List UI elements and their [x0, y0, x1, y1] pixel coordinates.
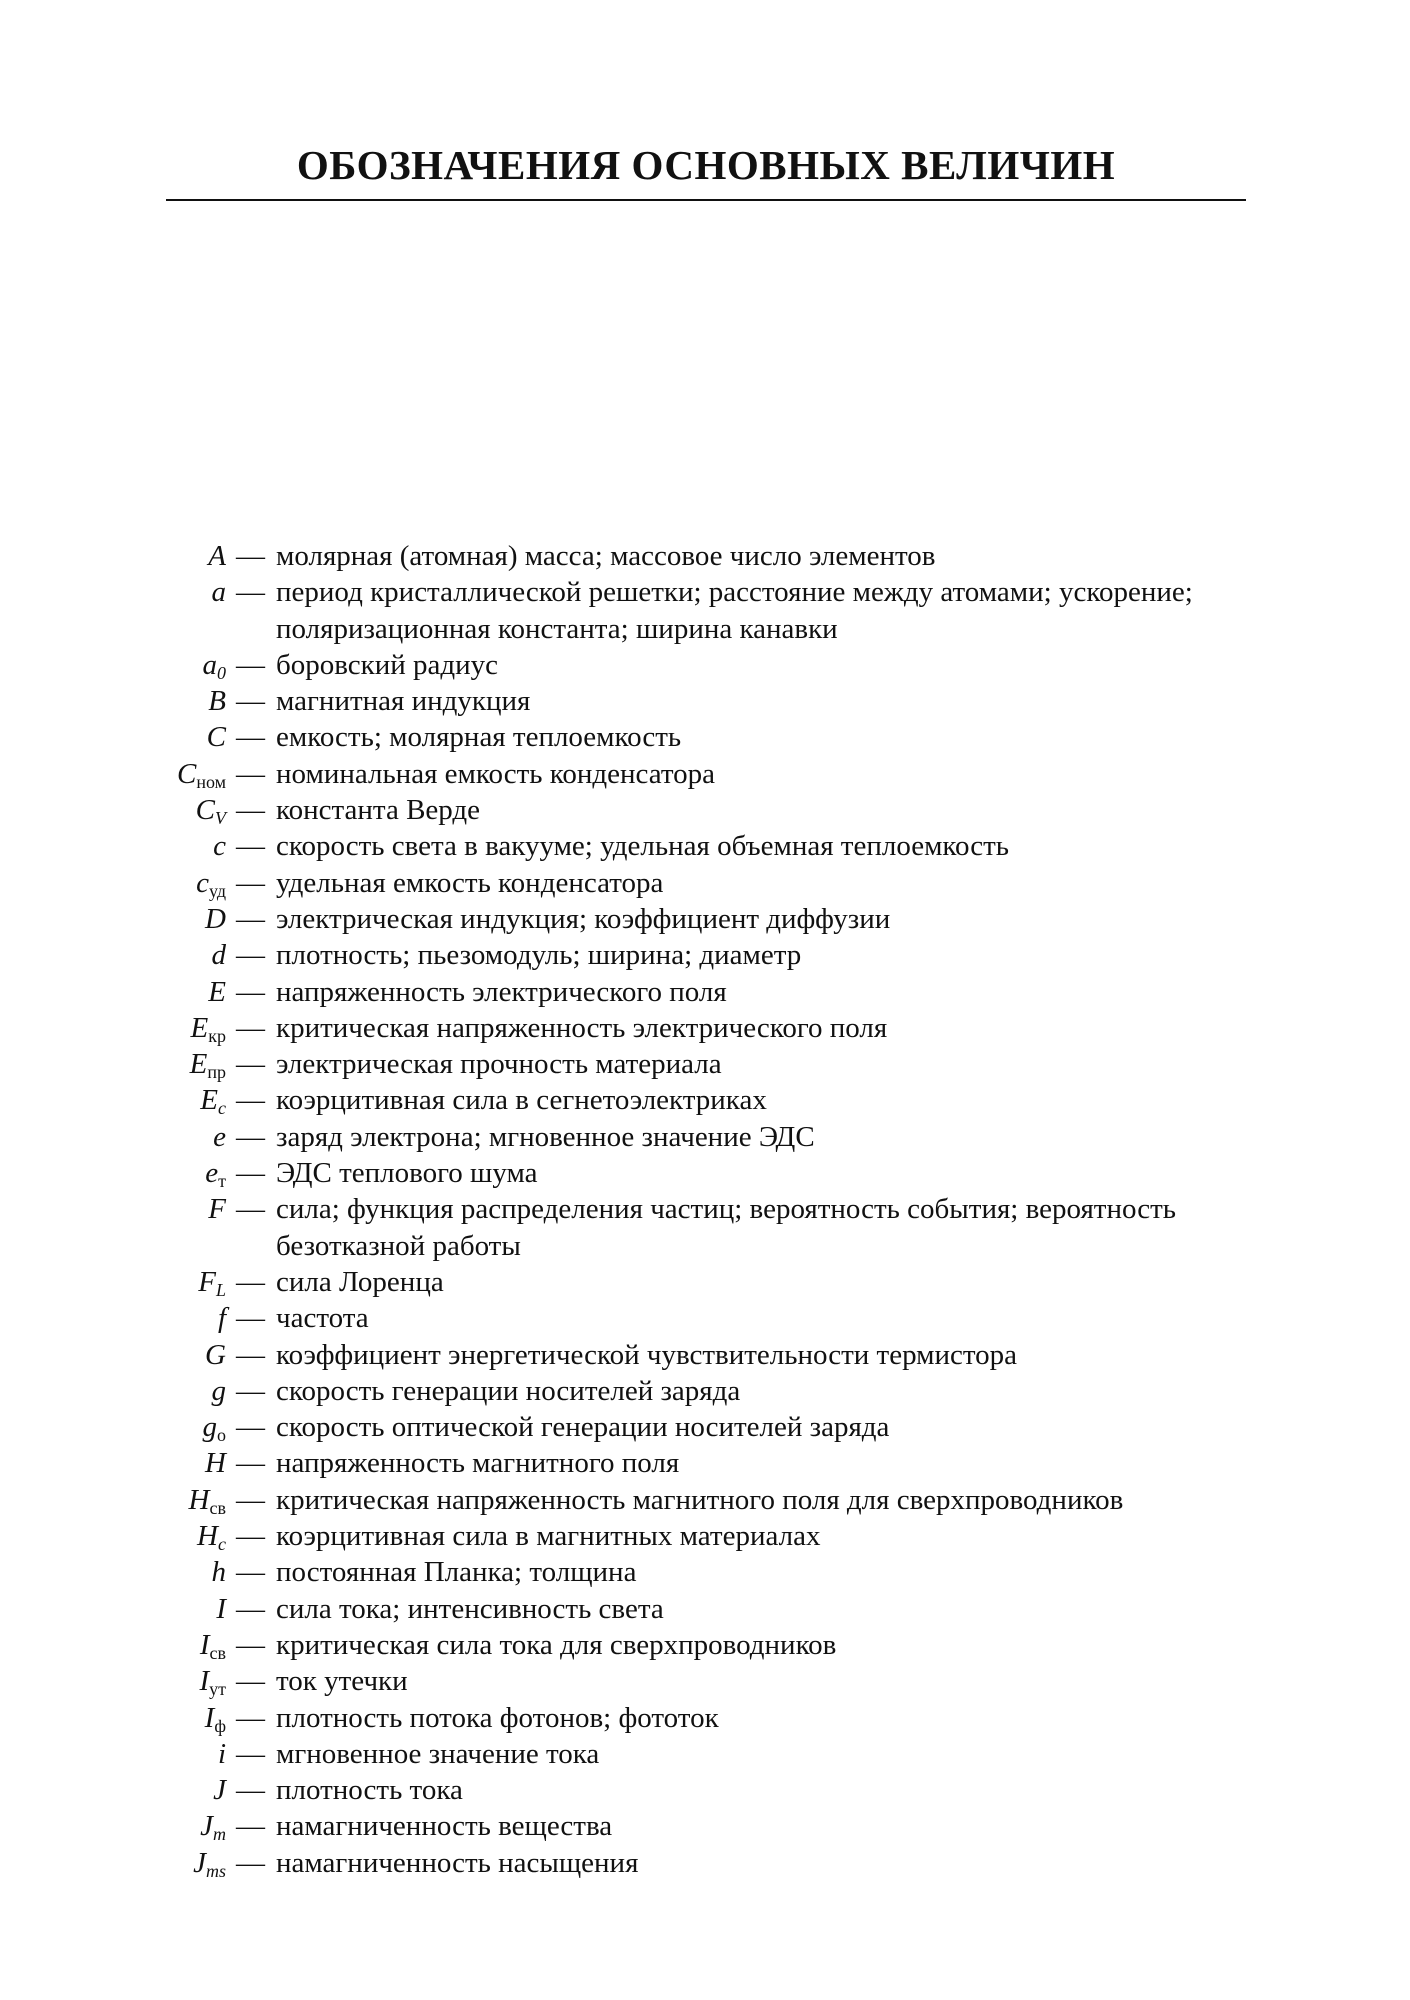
- list-item: [0, 937, 1410, 973]
- symbol: [0, 1046, 226, 1082]
- symbol-letter: E: [189, 1048, 208, 1081]
- list-item: [0, 1554, 1410, 1590]
- em-dash: —: [236, 1665, 265, 1698]
- list-item: [0, 719, 1410, 755]
- list-item: [0, 756, 1410, 792]
- symbol-letter: D: [205, 902, 226, 935]
- em-dash: —: [236, 1737, 265, 1770]
- symbol-letter: H: [197, 1520, 218, 1553]
- description: критическая напряженность электрического поля: [276, 1011, 888, 1044]
- symbol: [0, 1627, 226, 1663]
- em-dash: —: [236, 1774, 265, 1807]
- description: напряженность электрического поля: [276, 975, 727, 1008]
- list-item: [0, 1119, 1410, 1155]
- symbol: [0, 974, 226, 1010]
- symbol-subscript: о: [217, 1425, 226, 1446]
- symbol-subscript: т: [218, 1171, 226, 1192]
- em-dash: —: [236, 757, 265, 790]
- symbol-letter: i: [217, 1737, 226, 1770]
- list-item: [0, 1772, 1410, 1808]
- description: коэрцитивная сила в магнитных материалах: [276, 1520, 821, 1553]
- em-dash: —: [236, 1483, 265, 1516]
- symbol-letter: c: [196, 866, 209, 899]
- symbol-letter: I: [199, 1665, 210, 1698]
- symbol: [0, 937, 226, 973]
- symbol-letter: C: [195, 794, 215, 827]
- description: коэффициент энергетической чувствительности термистора: [276, 1338, 1018, 1371]
- list-item: [0, 538, 1410, 574]
- description: частота: [276, 1302, 369, 1335]
- description: плотность потока фотонов; фототок: [276, 1701, 719, 1734]
- list-item: [0, 1736, 1410, 1772]
- list-item: [0, 828, 1410, 864]
- symbol: [0, 1373, 226, 1409]
- symbol: [0, 1772, 226, 1808]
- symbol-letter: a: [211, 576, 226, 609]
- symbol-letter: e: [205, 1157, 219, 1190]
- symbol-subscript: ут: [209, 1679, 226, 1700]
- list-item: [0, 1337, 1410, 1373]
- em-dash: —: [236, 1411, 265, 1444]
- symbol-letter: C: [206, 721, 226, 754]
- symbol-letter: H: [205, 1447, 226, 1480]
- description: номинальная емкость конденсатора: [276, 757, 716, 790]
- description: ток утечки: [276, 1665, 408, 1698]
- symbol-list: [0, 538, 1410, 1881]
- symbol: [0, 538, 226, 574]
- description: сила; функция распределения частиц; вероятность события; вероятность безотказной работы: [276, 1193, 1176, 1262]
- symbol-letter: E: [190, 1011, 209, 1044]
- em-dash: —: [236, 975, 265, 1008]
- em-dash: —: [236, 576, 265, 609]
- list-item: [0, 1010, 1410, 1046]
- list-item: [0, 574, 1410, 647]
- symbol-subscript: св: [209, 1642, 226, 1663]
- description: константа Верде: [276, 794, 481, 827]
- symbol-letter: J: [200, 1810, 213, 1843]
- em-dash: —: [236, 830, 265, 863]
- symbol-letter: F: [198, 1265, 216, 1298]
- em-dash: —: [236, 1302, 265, 1335]
- list-item: [0, 1845, 1410, 1881]
- symbol-subscript: ф: [214, 1715, 226, 1736]
- symbol-letter: d: [211, 939, 226, 972]
- symbol-subscript: уд: [208, 880, 226, 901]
- description: удельная емкость конденсатора: [276, 866, 664, 899]
- symbol-subscript: m: [213, 1824, 226, 1845]
- em-dash: —: [236, 866, 265, 899]
- symbol: [0, 1554, 226, 1590]
- symbol-subscript: пр: [207, 1062, 226, 1083]
- description: период кристаллической решетки; расстояние между атомами; ускорение; поляризационная константа; ширина канавки: [276, 576, 1193, 645]
- description: магнитная индукция: [276, 685, 531, 718]
- list-item: [0, 974, 1410, 1010]
- symbol: [0, 1663, 226, 1699]
- list-item: [0, 647, 1410, 683]
- description: электрическая прочность материала: [276, 1048, 722, 1081]
- symbol: [0, 828, 226, 864]
- symbol-letter: I: [199, 1628, 210, 1661]
- symbol: [0, 1300, 226, 1336]
- description: емкость; молярная теплоемкость: [276, 721, 682, 754]
- description: напряженность магнитного поля: [276, 1447, 680, 1480]
- em-dash: —: [236, 1374, 265, 1407]
- description: сила тока; интенсивность света: [276, 1592, 664, 1625]
- em-dash: —: [236, 1447, 265, 1480]
- symbol: [0, 719, 226, 755]
- em-dash: —: [236, 1048, 265, 1081]
- list-item: [0, 1082, 1410, 1118]
- symbol-letter: J: [193, 1846, 206, 1879]
- symbol: [0, 1700, 226, 1736]
- em-dash: —: [236, 1810, 265, 1843]
- list-item: [0, 1591, 1410, 1627]
- em-dash: —: [236, 1265, 265, 1298]
- symbol: [0, 1119, 226, 1155]
- symbol: [0, 1736, 226, 1772]
- symbol: [0, 683, 226, 719]
- symbol-letter: g: [211, 1374, 226, 1407]
- symbol-subscript: L: [215, 1279, 226, 1300]
- symbol-letter: A: [208, 540, 226, 572]
- description: ЭДС теплового шума: [276, 1157, 538, 1190]
- em-dash: —: [236, 1011, 265, 1044]
- em-dash: —: [236, 1701, 265, 1734]
- description: скорость генерации носителей заряда: [276, 1374, 741, 1407]
- symbol: [0, 1518, 226, 1554]
- symbol-letter: h: [211, 1556, 226, 1589]
- symbol: [0, 574, 226, 610]
- list-item: [0, 792, 1410, 828]
- list-item: [0, 1046, 1410, 1082]
- symbol: [0, 1337, 226, 1373]
- description: заряд электрона; мгновенное значение ЭДС: [276, 1120, 815, 1153]
- symbol-subscript: св: [209, 1497, 226, 1518]
- symbol-subscript: c: [218, 1098, 226, 1119]
- em-dash: —: [236, 1846, 265, 1879]
- symbol-letter: g: [202, 1411, 217, 1444]
- list-item: [0, 1518, 1410, 1554]
- em-dash: —: [236, 1556, 265, 1589]
- list-item: [0, 1482, 1410, 1518]
- symbol: [0, 647, 226, 683]
- symbol: [0, 1264, 226, 1300]
- symbol: [0, 1808, 226, 1844]
- list-item: [0, 1264, 1410, 1300]
- em-dash: —: [236, 1338, 265, 1371]
- em-dash: —: [236, 939, 265, 972]
- symbol-letter: G: [205, 1338, 226, 1371]
- list-item: [0, 683, 1410, 719]
- list-item: [0, 1373, 1410, 1409]
- description: плотность тока: [276, 1774, 463, 1807]
- symbol-letter: I: [204, 1701, 215, 1734]
- description: плотность; пьезомодуль; ширина; диаметр: [276, 939, 802, 972]
- symbol-subscript: ms: [205, 1860, 226, 1881]
- list-item: [0, 1191, 1410, 1264]
- description: постоянная Планка; толщина: [276, 1556, 637, 1589]
- symbol-subscript: V: [215, 808, 226, 829]
- em-dash: —: [236, 685, 265, 718]
- em-dash: —: [236, 721, 265, 754]
- symbol: [0, 1409, 226, 1445]
- symbol: [0, 792, 226, 828]
- symbol-subscript: ном: [196, 771, 226, 792]
- list-item: [0, 1808, 1410, 1844]
- symbol-letter: E: [208, 975, 226, 1008]
- em-dash: —: [236, 540, 265, 572]
- em-dash: —: [236, 794, 265, 827]
- symbol: [0, 1082, 226, 1118]
- symbol-letter: E: [200, 1084, 218, 1117]
- description: сила Лоренца: [276, 1265, 444, 1298]
- list-item: [0, 901, 1410, 937]
- symbol-letter: F: [208, 1193, 226, 1226]
- description: мгновенное значение тока: [276, 1737, 600, 1770]
- symbol: [0, 1191, 226, 1227]
- description: намагниченность насыщения: [276, 1846, 639, 1879]
- symbol-letter: e: [213, 1120, 226, 1153]
- symbol: [0, 901, 226, 937]
- list-item: [0, 1663, 1410, 1699]
- em-dash: —: [236, 648, 265, 681]
- symbol: [0, 1010, 226, 1046]
- symbol-subscript: 0: [217, 662, 226, 683]
- symbol: [0, 1591, 226, 1627]
- list-item: [0, 1700, 1410, 1736]
- symbol: [0, 1482, 226, 1518]
- em-dash: —: [236, 1520, 265, 1553]
- description: боровский радиус: [276, 648, 499, 681]
- symbol-letter: B: [208, 685, 226, 718]
- symbol-letter: C: [176, 757, 197, 790]
- list-item: [0, 865, 1410, 901]
- list-item: [0, 1300, 1410, 1336]
- symbol: [0, 1845, 226, 1881]
- symbol-subscript: c: [218, 1534, 226, 1555]
- em-dash: —: [236, 1592, 265, 1625]
- symbol: [0, 756, 226, 792]
- symbol-letter: a: [202, 648, 217, 681]
- description: электрическая индукция; коэффициент диффузии: [276, 902, 891, 935]
- description: коэрцитивная сила в сегнетоэлектриках: [276, 1084, 767, 1117]
- list-item: [0, 1445, 1410, 1481]
- symbol-letter: f: [217, 1302, 226, 1335]
- em-dash: —: [236, 1193, 265, 1226]
- em-dash: —: [236, 1628, 265, 1661]
- description: молярная (атомная) масса; массовое число элементов: [276, 540, 936, 572]
- symbol-letter: J: [213, 1774, 226, 1807]
- list-item: [0, 1627, 1410, 1663]
- symbol-letter: I: [216, 1592, 226, 1625]
- description: намагниченность вещества: [276, 1810, 613, 1843]
- symbol-letter: c: [213, 830, 226, 863]
- em-dash: —: [236, 1084, 265, 1117]
- description: скорость оптической генерации носителей заряда: [276, 1411, 890, 1444]
- symbol-subscript: кр: [208, 1025, 226, 1046]
- description: скорость света в вакууме; удельная объемная теплоемкость: [276, 830, 1010, 863]
- em-dash: —: [236, 1157, 265, 1190]
- title-rule: [166, 199, 1246, 201]
- symbol: [0, 1155, 226, 1191]
- description: критическая напряженность магнитного поля для сверхпроводников: [276, 1483, 1124, 1516]
- em-dash: —: [236, 902, 265, 935]
- symbol: [0, 865, 226, 901]
- symbol: [0, 1445, 226, 1481]
- page-title: ОБОЗНАЧЕНИЯ ОСНОВНЫХ ВЕЛИЧИН: [296, 142, 1116, 188]
- em-dash: —: [236, 1120, 265, 1153]
- symbol-letter: H: [188, 1483, 210, 1516]
- description: критическая сила тока для сверхпроводников: [276, 1628, 837, 1661]
- list-item: [0, 1155, 1410, 1191]
- list-item: [0, 1409, 1410, 1445]
